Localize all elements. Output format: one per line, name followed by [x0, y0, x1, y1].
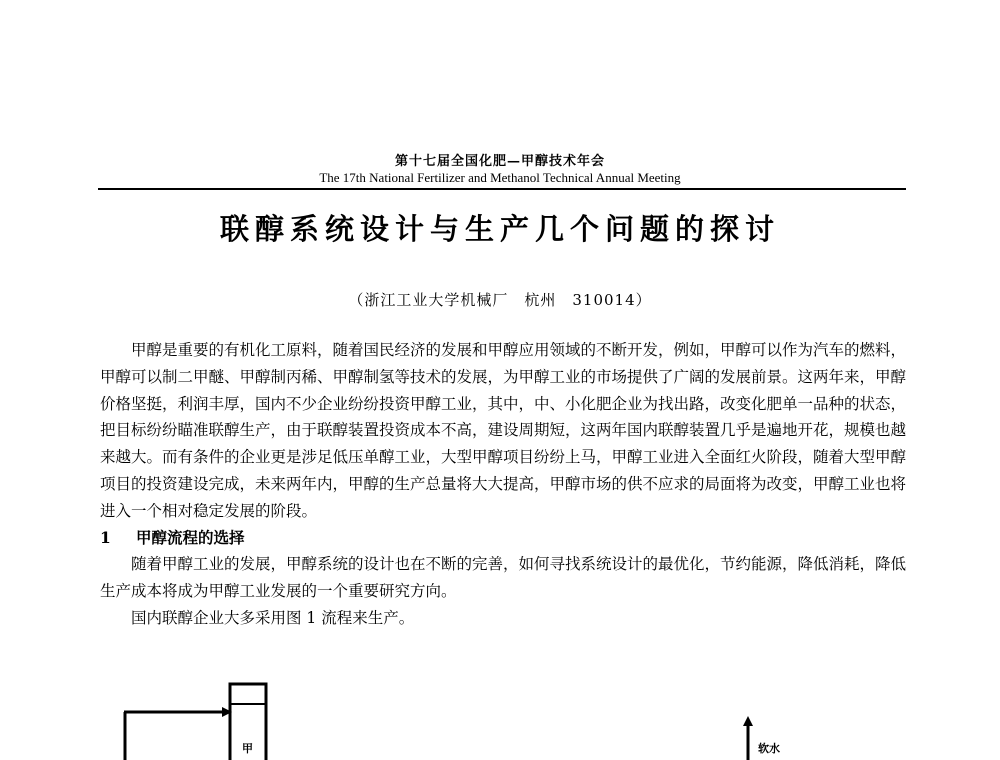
intro-paragraph: 甲醇是重要的有机化工原料，随着国民经济的发展和甲醇应用领域的不断开发，例如，甲醇可以作为汽车的燃料，甲醇可以制二甲醚、甲醇制丙稀、甲醇制氢等技术的发展，为甲醇工业的市场提供了广阔的发展前景。这两年来，甲醇价格坚挺，利润丰厚，国内不少企业纷纷投资甲醇工业，其中，中、小化肥企业为找出路，改变化肥单一品种的状态，把目标纷纷瞄准联醇生产，由于联醇装置投资成本不高，建设周期短，这两年国内联醇装置几乎是遍地开花，规模也越来越大。而有条件的企业更是涉足低压单醇工业，大型甲醇项目纷纷上马，甲醇工业进入全面红火阶段，随着大型甲醇项目的投资建设完成，未来两年内，甲醇的生产总量将大大提高，甲醇市场的供不应求的局面将为改变，甲醇工业也将进入一个相对稳定发展的阶段。 [100, 341, 907, 520]
author-affiliation: （浙江工业大学机械厂 杭州 310014） [348, 291, 652, 309]
section-title: 甲醇流程的选择 [136, 527, 245, 547]
section-number: 1 [100, 527, 111, 547]
vessel-label: 甲 [242, 742, 253, 755]
section-paragraph-1: 随着甲醇工业的发展，甲醇系统的设计也在不断的完善，如何寻找系统设计的最优化，节约能源，降低消耗，降低生产成本将成为甲醇工业发展的一个重要研究方向。 [100, 555, 907, 601]
header-rule [98, 188, 906, 190]
section-paragraph-2: 国内联醇企业大多采用图 1 流程来生产。 [131, 608, 415, 627]
soft-water-arrow [743, 716, 753, 726]
process-flow-diagram [0, 676, 1000, 760]
conference-header-en: The 17th National Fertilizer and Methanol Technical Annual Meeting [319, 170, 681, 185]
conference-header-cn: 第十七届全国化肥—甲醇技术年会 [394, 154, 605, 169]
paper-title: 联醇系统设计与生产几个问题的探讨 [219, 212, 780, 246]
paper-body [100, 337, 906, 632]
soft-water-label: 软水 [758, 742, 780, 755]
section-heading [100, 525, 906, 552]
